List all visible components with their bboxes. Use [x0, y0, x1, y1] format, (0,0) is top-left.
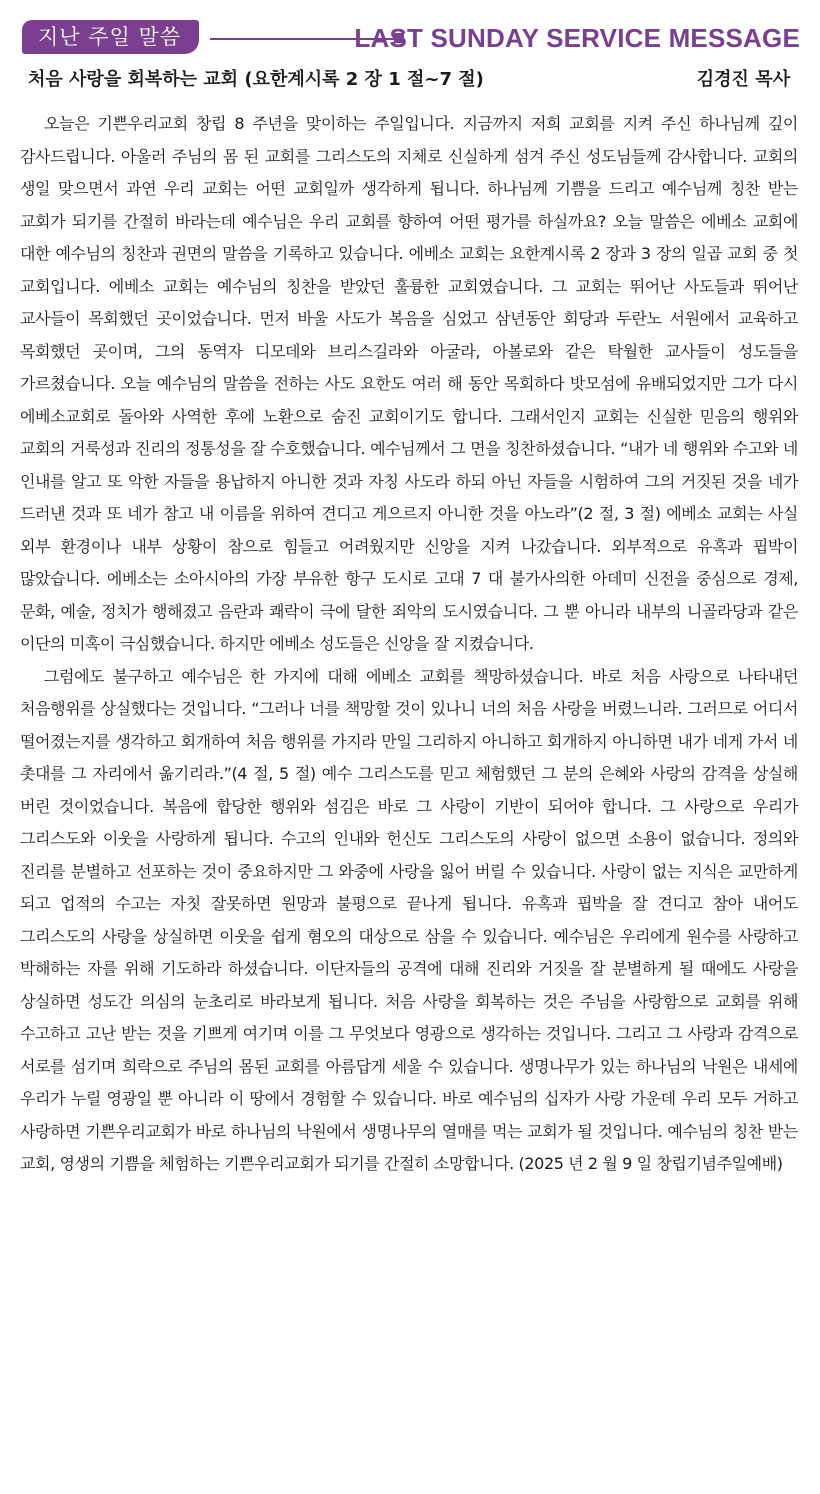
- section-header: [22, 18, 800, 58]
- sermon-title: 처음 사랑을 회복하는 교회 (요한계시록 2 장 1 절~7 절): [28, 69, 484, 90]
- sermon-body: [20, 108, 798, 1181]
- body-paragraph-1: 오늘은 기쁜우리교회 창립 8 주년을 맞이하는 주일입니다. 지금까지 저희 교회를 지켜 주신 하나님께 깊이 감사드립니다. 아울러 주님의 몸 된 교회를 그리스도의 지체로 신실하게 섬겨 주신 성도님들께 감사합니다. 교회의 생일 맞으면서 과연 우리 교회는 어떤 교회일까 생각하게 됩니다. 하나님께 기쁨을 드리고 예수님께 칭찬 받는 교회가 되기를 간절히 바라는데 예수님은 우리 교회를 향하여 어떤 평가를 하실까요? 오늘 말씀은 에베소 교회에 대한 예수님의 칭찬과 권면의 말씀을 기록하고 있습니다. 에베소 교회는 요한계시록 2 장과 3 장의 일곱 교회 중 첫 교회입니다. 에베소 교회는 예수님의 칭찬을 받았던 훌륭한 교회였습니다. 그 교회는 뛰어난 사도들과 뛰어난 교사들이 목회했던 곳이었습니다. 먼저 바울 사도가 복음을 심었고 삼년동안 회당과 두란노 서원에서 교육하고 목회했던 곳이며, 그의 동역자 디모데와 브리스길라와 아굴라, 아볼로와 같은 탁월한 교사들이 성도들을 가르쳤습니다. 오늘 예수님의 말씀을 전하는 사도 요한도 여러 해 동안 목회하다 밧모섬에 유배되었지만 그가 다시 에베소교회로 돌아와 사역한 후에 노환으로 숨진 교회이기도 합니다. 그래서인지 교회는 신실한 믿음의 행위와 교회의 거룩성과 진리의 정통성을 잘 수호했습니다. 예수님께서 그 면을 칭찬하셨습니다. “내가 네 행위와 수고와 네 인내를 알고 또 악한 자들을 용납하지 아니한 것과 자칭 사도라 하되 아닌 자들을 시험하여 그의 거짓된 것을 네가 드러낸 것과 또 네가 참고 내 이름을 위하여 견디고 게으르지 아니한 것을 아노라”(2 절, 3 절) 에베소 교회는 사실 외부 환경이나 내부 상황이 참으로 힘들고 어려웠지만 신앙을 지켜 나갔습니다. 외부적으로 유혹과 핍박이 많았습니다. 에베소는 소아시아의 가장 부유한 항구 도시로 고대 7 대 불가사의한 아데미 신전을 중심으로 경제, 문화, 예술, 정치가 행해졌고 음란과 쾌락이 극에 달한 죄악의 도시였습니다. 그 뿐 아니라 내부의 니골라당과 같은 이단의 미혹이 극심했습니다. 하지만 에베소 성도들은 신앙을 잘 지켰습니다.: [20, 114, 798, 653]
- sermon-author: 김경진 목사: [696, 69, 790, 90]
- section-tag: 지난 주일 말씀: [22, 20, 199, 54]
- english-section-title: LAST SUNDAY SERVICE MESSAGE: [354, 23, 800, 53]
- body-paragraph-2: 그럼에도 불구하고 예수님은 한 가지에 대해 에베소 교회를 책망하셨습니다. 바로 처음 사랑으로 나타내던 처음행위를 상실했다는 것입니다. “그러나 너를 책망할 것이 있나니 너의 처음 사랑을 버렸느니라. 그러므로 어디서 떨어졌는지를 생각하고 회개하여 처음 행위를 가지라 만일 그리하지 아니하고 회개하지 아니하면 내가 네게 가서 네 촛대를 그 자리에서 옮기리라.”(4 절, 5 절) 예수 그리스도를 믿고 체험했던 그 분의 은혜와 사랑의 감격을 상실해 버린 것이었습니다. 복음에 합당한 행위와 섬김은 바로 그 사랑이 기반이 되어야 합니다. 그 사랑으로 우리가 그리스도와 이웃을 사랑하게 됩니다. 수고의 인내와 헌신도 그리스도의 사랑이 없으면 소용이 없습니다. 정의와 진리를 분별하고 선포하는 것이 중요하지만 그 와중에 사랑을 잃어 버릴 수 있습니다. 사랑이 없는 지식은 교만하게 되고 업적의 수고는 자칫 잘못하면 원망과 불평으로 끝나게 됩니다. 유혹과 핍박을 잘 견디고 참아 내어도 그리스도의 사랑을 상실하면 이웃을 쉽게 혐오의 대상으로 삼을 수 있습니다. 예수님은 우리에게 원수를 사랑하고 박해하는 자를 위해 기도하라 하셨습니다. 이단자들의 공격에 대해 진리와 거짓을 잘 분별하게 될 때에도 사랑을 상실하면 성도간 의심의 눈초리로 바라보게 됩니다. 처음 사랑을 회복하는 것은 주님을 사랑함으로 교회를 위해 수고하고 고난 받는 것을 기쁘게 여기며 이를 그 무엇보다 영광으로 생각하는 것입니다. 그리고 그 사랑과 감격으로 서로를 섬기며 희락으로 주님의 몸된 교회를 아름답게 세울 수 있습니다. 생명나무가 있는 하나님의 낙원은 내세에 우리가 누릴 영광일 뿐 아니라 이 땅에서 경험할 수 있습니다. 바로 예수님의 십자가 사랑 가운데 우리 모두 거하고 사랑하면 기쁜우리교회가 바로 하나님의 낙원에서 생명나무의 열매를 먹는 교회가 될 것입니다. 예수님의 칭찬 받는 교회, 영생의 기쁨을 체험하는 기쁜우리교회가 되기를 간절히 소망합니다. (2025 년 2 월 9 일 창립기념주일예배): [20, 666, 798, 1173]
- sermon-title-row: [28, 66, 790, 96]
